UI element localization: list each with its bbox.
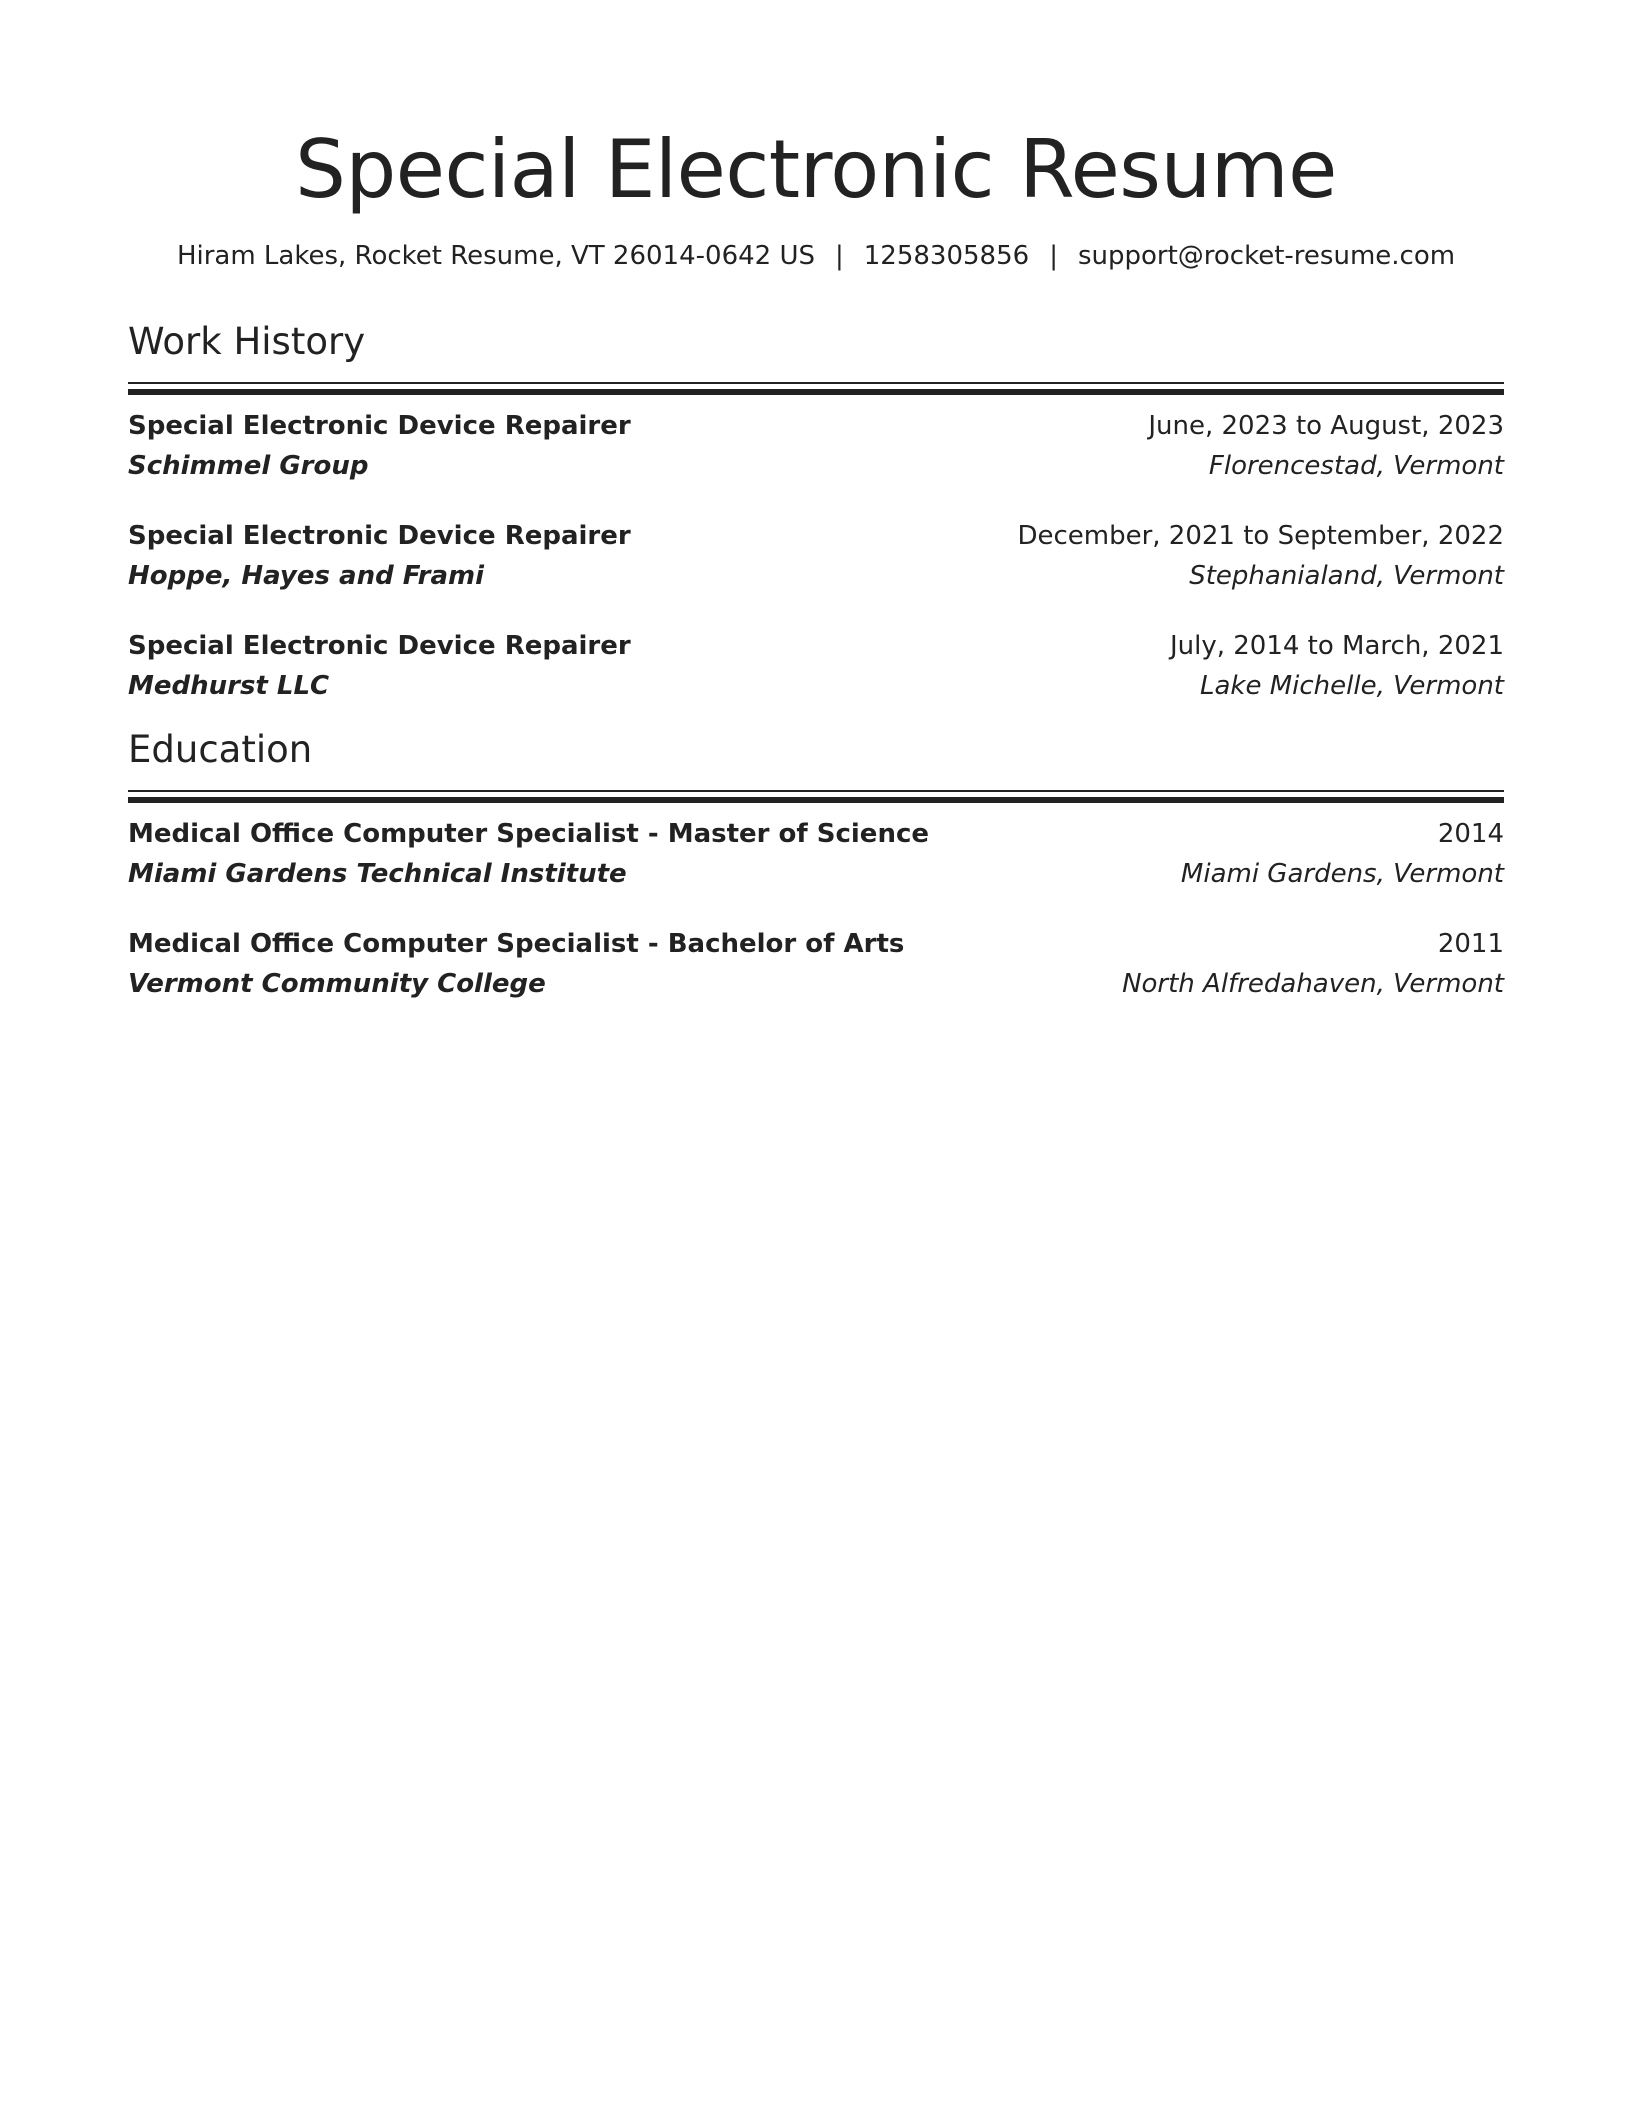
work-entry bbox=[128, 626, 1504, 736]
job-title: Special Electronic Device Repairer bbox=[128, 521, 631, 551]
school-location: Miami Gardens, Vermont bbox=[1180, 859, 1504, 889]
work-entry-subheader bbox=[128, 446, 1504, 486]
job-dates: December, 2021 to September, 2022 bbox=[1017, 521, 1504, 551]
contact-address: Hiram Lakes, Rocket Resume, VT 26014-0642 US bbox=[176, 241, 815, 271]
education-entry-subheader bbox=[128, 854, 1504, 894]
education-entry-header bbox=[128, 814, 1504, 854]
school-name: Miami Gardens Technical Institute bbox=[128, 859, 627, 889]
section-title-work-history: Work History bbox=[128, 320, 366, 363]
work-entry-header bbox=[128, 516, 1504, 556]
education-entry bbox=[128, 924, 1504, 1034]
education-entry-subheader bbox=[128, 964, 1504, 1004]
section-divider bbox=[128, 382, 1504, 394]
job-location: Lake Michelle, Vermont bbox=[1200, 671, 1504, 701]
work-entry-subheader bbox=[128, 666, 1504, 706]
job-location: Florencestad, Vermont bbox=[1208, 451, 1504, 481]
work-entry-header bbox=[128, 626, 1504, 666]
section-title-education: Education bbox=[128, 728, 313, 771]
job-location: Stephanialand, Vermont bbox=[1189, 561, 1504, 591]
contact-separator: | bbox=[835, 241, 844, 271]
degree-title: Medical Office Computer Specialist - Bachelor of Arts bbox=[128, 929, 905, 959]
education-entry bbox=[128, 814, 1504, 924]
company-name: Medhurst LLC bbox=[128, 671, 330, 701]
education-list bbox=[128, 814, 1504, 1034]
page-title: Special Electronic Resume bbox=[295, 123, 1337, 216]
work-entry bbox=[128, 406, 1504, 516]
job-title: Special Electronic Device Repairer bbox=[128, 631, 631, 661]
job-title: Special Electronic Device Repairer bbox=[128, 411, 631, 441]
contact-separator: | bbox=[1049, 241, 1058, 271]
education-section bbox=[128, 726, 1504, 1034]
job-dates: June, 2023 to August, 2023 bbox=[1148, 411, 1504, 441]
job-dates: July, 2014 to March, 2021 bbox=[1169, 631, 1504, 661]
work-history-list bbox=[128, 406, 1504, 736]
work-history-section bbox=[128, 318, 1504, 736]
work-entry-header bbox=[128, 406, 1504, 446]
graduation-year: 2014 bbox=[1437, 819, 1504, 849]
school-name: Vermont Community College bbox=[128, 969, 546, 999]
education-entry-header bbox=[128, 924, 1504, 964]
work-entry-subheader bbox=[128, 556, 1504, 596]
company-name: Schimmel Group bbox=[128, 451, 369, 481]
work-entry bbox=[128, 516, 1504, 626]
contact-email: support@rocket-resume.com bbox=[1077, 241, 1456, 271]
graduation-year: 2011 bbox=[1437, 929, 1504, 959]
school-location: North Alfredahaven, Vermont bbox=[1122, 969, 1504, 999]
degree-title: Medical Office Computer Specialist - Master of Science bbox=[128, 819, 929, 849]
contact-line bbox=[128, 238, 1504, 274]
company-name: Hoppe, Hayes and Frami bbox=[128, 561, 485, 591]
contact-phone: 1258305856 bbox=[863, 241, 1030, 271]
section-divider bbox=[128, 790, 1504, 802]
